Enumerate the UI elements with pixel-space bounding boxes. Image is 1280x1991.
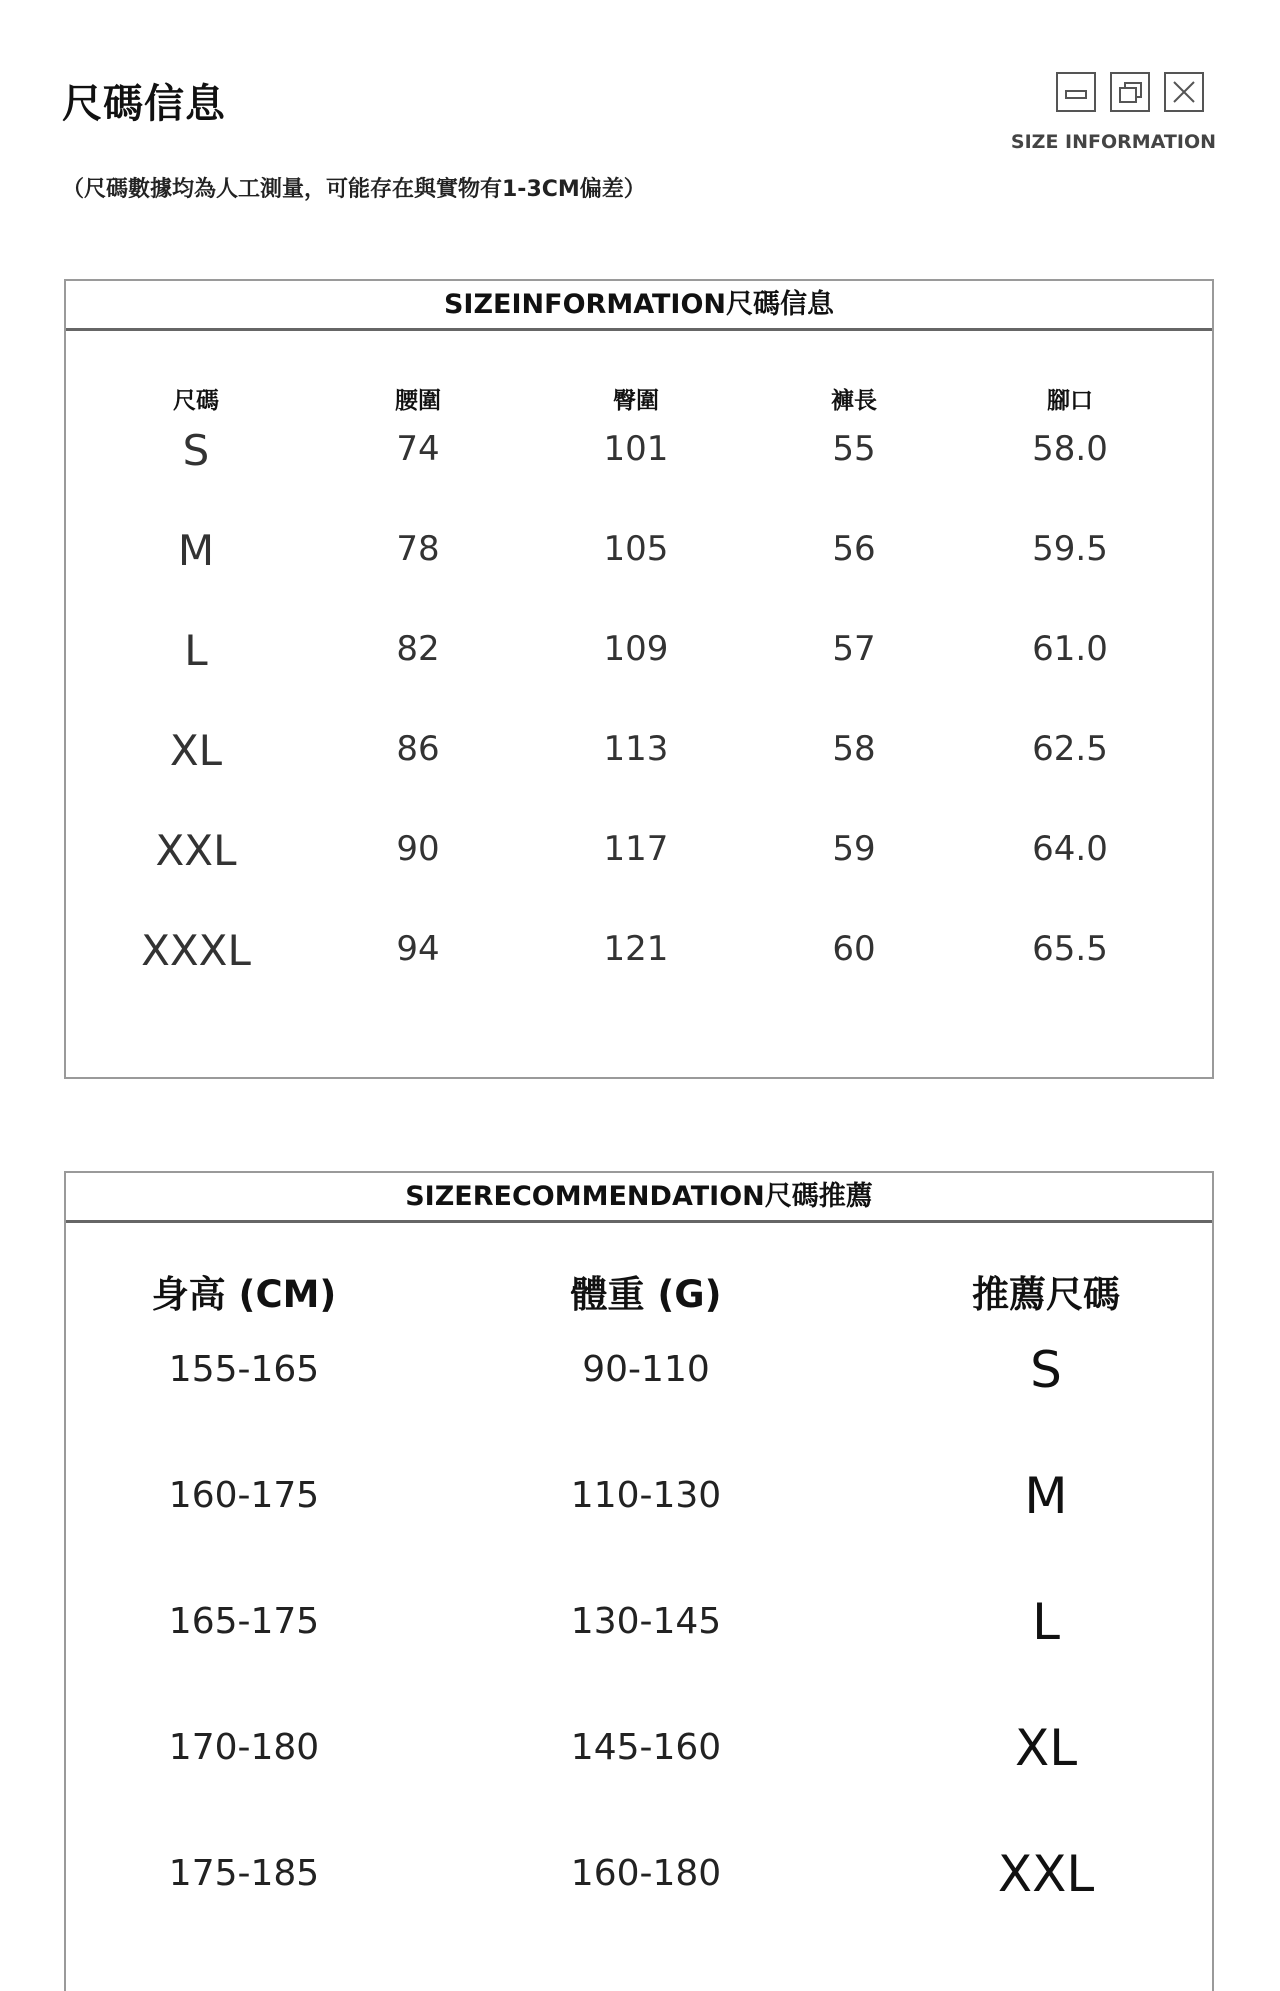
minimize-icon	[1056, 72, 1096, 112]
size-table-cell: 60	[832, 929, 876, 969]
height-range-cell: 155-165	[168, 1349, 320, 1390]
size-label-cell: XXL	[155, 826, 237, 875]
size-label-cell: M	[177, 526, 215, 575]
size-information-table	[64, 279, 1214, 1079]
size-information-label: SIZE INFORMATION	[1010, 131, 1216, 153]
size-table-cell: 58	[832, 729, 876, 769]
size-recommendation-table	[64, 1171, 1214, 1991]
weight-range-cell: 90-110	[582, 1349, 710, 1390]
size-table-cell: 61.0	[1032, 629, 1108, 669]
weight-range-cell: 145-160	[570, 1727, 722, 1768]
measurement-note: （尺碼數據均為人工測量，可能存在與實物有1-3CM偏差）	[62, 177, 646, 202]
size-label-cell: XL	[169, 726, 223, 775]
recommended-size-cell: S	[1030, 1341, 1062, 1399]
size-table-header: 尺碼	[173, 388, 219, 414]
size-table-cell: 55	[832, 429, 876, 469]
size-table-cell: 74	[396, 429, 440, 469]
recommended-size-cell: L	[1032, 1593, 1060, 1651]
size-table-cell: 58.0	[1032, 429, 1108, 469]
size-table-header: 褲長	[831, 388, 877, 414]
size-label-cell: S	[182, 426, 210, 475]
recommendation-table-header: 體重 (G)	[570, 1273, 722, 1316]
recommendation-table-header: 身高 (CM)	[151, 1273, 337, 1316]
size-table-cell: 59	[832, 829, 876, 869]
size-table-header: 臀圍	[613, 388, 659, 414]
size-table-cell: 57	[832, 629, 876, 669]
size-table-cell: 78	[396, 529, 440, 569]
size-table-header: 腳口	[1047, 388, 1093, 414]
size-table-title: SIZEINFORMATION尺碼信息	[66, 281, 1212, 331]
size-table-cell: 65.5	[1032, 929, 1108, 969]
close-icon	[1164, 72, 1204, 112]
recommendation-table-header: 推薦尺碼	[972, 1273, 1120, 1316]
height-range-cell: 160-175	[168, 1475, 320, 1516]
recommendation-table-title: SIZERECOMMENDATION尺碼推薦	[66, 1173, 1212, 1223]
height-range-cell: 175-185	[168, 1853, 320, 1894]
weight-range-cell: 110-130	[570, 1475, 722, 1516]
size-label-cell: L	[184, 626, 208, 675]
window-controls	[1056, 72, 1214, 114]
size-table-header: 腰圍	[395, 388, 441, 414]
size-table-cell: 86	[396, 729, 440, 769]
height-range-cell: 170-180	[168, 1727, 320, 1768]
size-table-cell: 62.5	[1032, 729, 1108, 769]
restore-icon	[1110, 72, 1150, 112]
size-table-cell: 101	[603, 429, 669, 469]
size-table-cell: 64.0	[1032, 829, 1108, 869]
size-table-cell: 56	[832, 529, 876, 569]
size-table-cell: 90	[396, 829, 440, 869]
weight-range-cell: 160-180	[570, 1853, 722, 1894]
size-table-cell: 117	[603, 829, 669, 869]
size-table-cell: 121	[603, 929, 669, 969]
recommended-size-cell: XXL	[997, 1845, 1095, 1903]
recommended-size-cell: M	[1024, 1467, 1068, 1525]
size-label-cell: XXXL	[141, 926, 251, 975]
recommended-size-cell: XL	[1014, 1719, 1078, 1777]
weight-range-cell: 130-145	[570, 1601, 722, 1642]
size-table-cell: 82	[396, 629, 440, 669]
page-title: 尺碼信息	[62, 81, 226, 127]
size-table-cell: 109	[603, 629, 669, 669]
size-table-cell: 113	[603, 729, 669, 769]
size-table-cell: 94	[396, 929, 440, 969]
size-table-cell: 105	[603, 529, 669, 569]
size-table-cell: 59.5	[1032, 529, 1108, 569]
height-range-cell: 165-175	[168, 1601, 320, 1642]
